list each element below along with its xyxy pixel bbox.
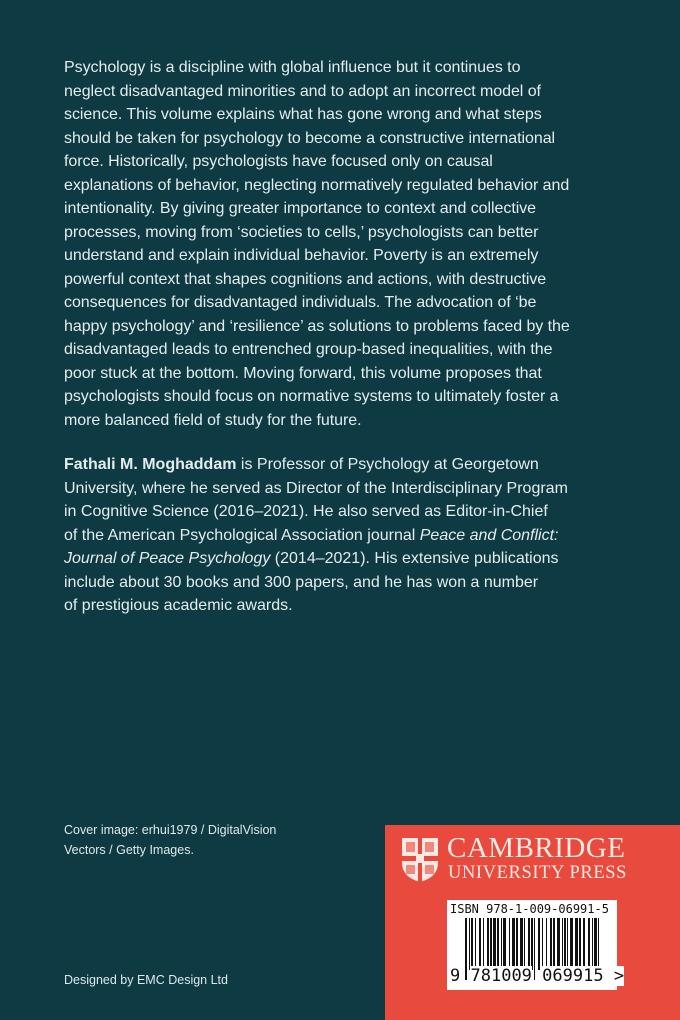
- barcode-bar: [575, 918, 578, 970]
- description-line: understand and explain individual behavior. Poverty is an extremely: [64, 247, 539, 264]
- barcode-bar: [564, 918, 566, 970]
- publisher-name: CAMBRIDGE: [447, 832, 626, 864]
- barcode-bar: [579, 918, 581, 970]
- barcode-bar: [503, 918, 506, 970]
- publisher-panel: [385, 825, 680, 1020]
- barcode-bar: [524, 918, 525, 970]
- barcode-bar: [550, 918, 552, 970]
- description-line: powerful context that shapes cognitions and actions, with destructive: [64, 270, 547, 288]
- barcode-digit: >: [613, 966, 625, 986]
- barcode-bar: [562, 918, 563, 970]
- description-line: explanations of behavior, neglecting normatively regulated behavior and: [64, 176, 570, 194]
- barcode-digit: 781009: [470, 966, 532, 986]
- barcode-bar: [592, 918, 593, 970]
- description-line: science. This volume explains what has gone wrong and what steps: [64, 106, 542, 123]
- description-line: neglect disadvantaged minorities and to adopt an incorrect model of: [64, 82, 541, 100]
- cover-image-credit: [64, 820, 276, 860]
- author-bio: [64, 453, 664, 618]
- bio-text: is Professor of Psychology at Georgetown: [236, 456, 539, 473]
- description-line: disadvantaged leads to entrenched group-based inequalities, with the: [64, 341, 553, 358]
- journal-title: Journal of Peace Psychology: [64, 550, 271, 567]
- barcode-bar: [553, 918, 555, 970]
- bio-text: (2014–2021). His extensive publications: [270, 550, 559, 567]
- barcode-bar: [570, 918, 573, 970]
- book-description: [64, 56, 664, 432]
- barcode-bar: [483, 918, 484, 970]
- description-line: consequences for disadvantaged individuals. The advocation of ‘be: [64, 294, 537, 311]
- bio-text: include about 30 books and 300 papers, and he has won a number: [64, 573, 539, 591]
- publisher-subname: UNIVERSITY PRESS: [448, 863, 628, 883]
- description-line: more balanced field of study for the future.: [64, 411, 362, 429]
- isbn-barcode: [447, 900, 625, 990]
- barcode-bar: [531, 918, 533, 970]
- description-line: force. Historically, psychologists have focused only on causal: [64, 153, 493, 170]
- bio-text: of prestigious academic awards.: [64, 597, 293, 614]
- barcode-bar: [557, 918, 560, 970]
- barcode-bar: [509, 918, 510, 970]
- barcode-digits: [450, 966, 624, 986]
- barcode-bar: [475, 918, 476, 970]
- barcode-bar: [487, 918, 489, 970]
- barcode-bar: [542, 918, 543, 970]
- isbn-label: ISBN 978-1-009-06991-5: [450, 902, 609, 916]
- barcode-bar: [588, 918, 590, 970]
- cambridge-shield-logo: [401, 837, 439, 883]
- description-line: poor stuck at the bottom. Moving forward, this volume proposes that: [64, 364, 542, 382]
- bio-text: of the American Psychological Association journal: [64, 526, 420, 544]
- credit-line: Cover image: erhui1979 / DigitalVision: [64, 823, 277, 837]
- bio-text: in Cognitive Science (2016–2021). He also served as Editor-in-Chief: [64, 503, 548, 520]
- barcode-bar: [501, 918, 502, 970]
- bio-text: University, where he served as Director of the Interdisciplinary Program: [64, 479, 568, 497]
- barcode-digit: 9: [450, 966, 461, 986]
- barcode-bar: [520, 918, 523, 970]
- barcode-bar: [594, 918, 597, 970]
- barcode-digit: 069915: [542, 966, 604, 986]
- barcode-bar: [512, 918, 515, 970]
- description-line: should be taken for psychology to become a constructive international: [64, 129, 556, 147]
- description-line: intentionality. By giving greater importance to context and collective: [64, 200, 537, 217]
- credit-line: Vectors / Getty Images.: [64, 843, 194, 857]
- description-line: happy psychology’ and ‘resilience’ as solutions to problems faced by the: [64, 317, 570, 335]
- barcode-bar: [567, 918, 568, 970]
- barcode-bar: [516, 918, 518, 970]
- barcode-bar: [538, 918, 540, 970]
- barcode-bar: [528, 918, 530, 970]
- barcode-bar: [479, 918, 481, 970]
- barcode-bar: [490, 918, 492, 970]
- description-line: processes, moving from ‘societies to cells,’ psychologists can better: [64, 223, 539, 241]
- barcode-bar: [497, 918, 499, 970]
- barcode-bar: [546, 918, 547, 970]
- designer-credit: Designed by EMC Design Ltd: [64, 973, 228, 987]
- barcode-bar: [493, 918, 496, 970]
- author-name: Fathali M. Moghaddam: [64, 456, 237, 473]
- description-line: psychologists should focus on normative systems to ultimately foster a: [64, 388, 559, 405]
- journal-title: Peace and Conflict:: [419, 526, 559, 544]
- barcode-bar: [471, 918, 473, 970]
- description-line: Psychology is a discipline with global influence but it continues to: [64, 59, 521, 76]
- barcode-bar: [469, 918, 470, 970]
- barcode-bar: [583, 918, 585, 970]
